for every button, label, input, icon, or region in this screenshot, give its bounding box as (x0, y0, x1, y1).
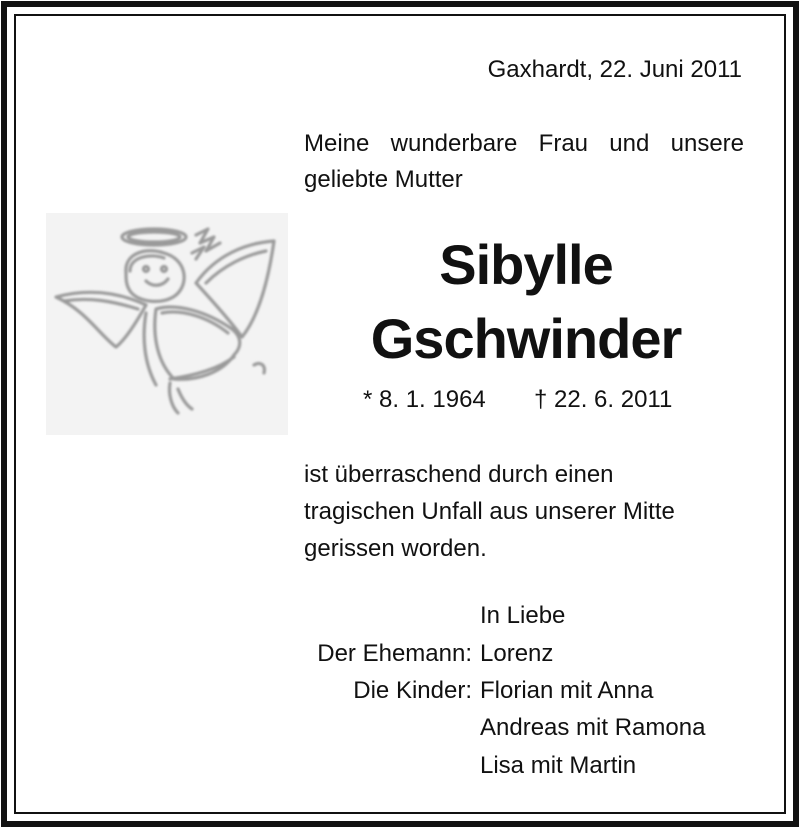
deceased-first-name: Sibylle (439, 233, 613, 296)
signatory-name: Florian mit Anna (480, 677, 654, 704)
signatory-name: Andreas mit Ramona (480, 714, 706, 741)
birth-date: * 8. 1. 1964 (363, 386, 486, 413)
place-date: Gaxhardt, 22. Juni 2011 (487, 56, 742, 83)
death-date: † 22. 6. 2011 (534, 386, 673, 413)
signatory-name: Lorenz (480, 640, 554, 667)
announcement-line: ist überraschend durch einen (304, 461, 614, 488)
closing-text: In Liebe (480, 602, 566, 629)
angel-icon (46, 213, 288, 435)
signatory-label-children: Die Kinder: (353, 677, 472, 704)
intro-text: Meine wunderbare Frau und unsere geliebte Mutter (304, 130, 744, 193)
announcement-text (304, 456, 675, 567)
announcement-line: tragischen Unfall aus unserer Mitte (304, 498, 675, 525)
deceased-last-name: Gschwinder (370, 307, 682, 370)
signatory-label-husband: Der Ehemann: (317, 640, 472, 667)
announcement-line: gerissen worden. (304, 535, 487, 562)
signatory-name: Lisa mit Martin (480, 752, 637, 779)
